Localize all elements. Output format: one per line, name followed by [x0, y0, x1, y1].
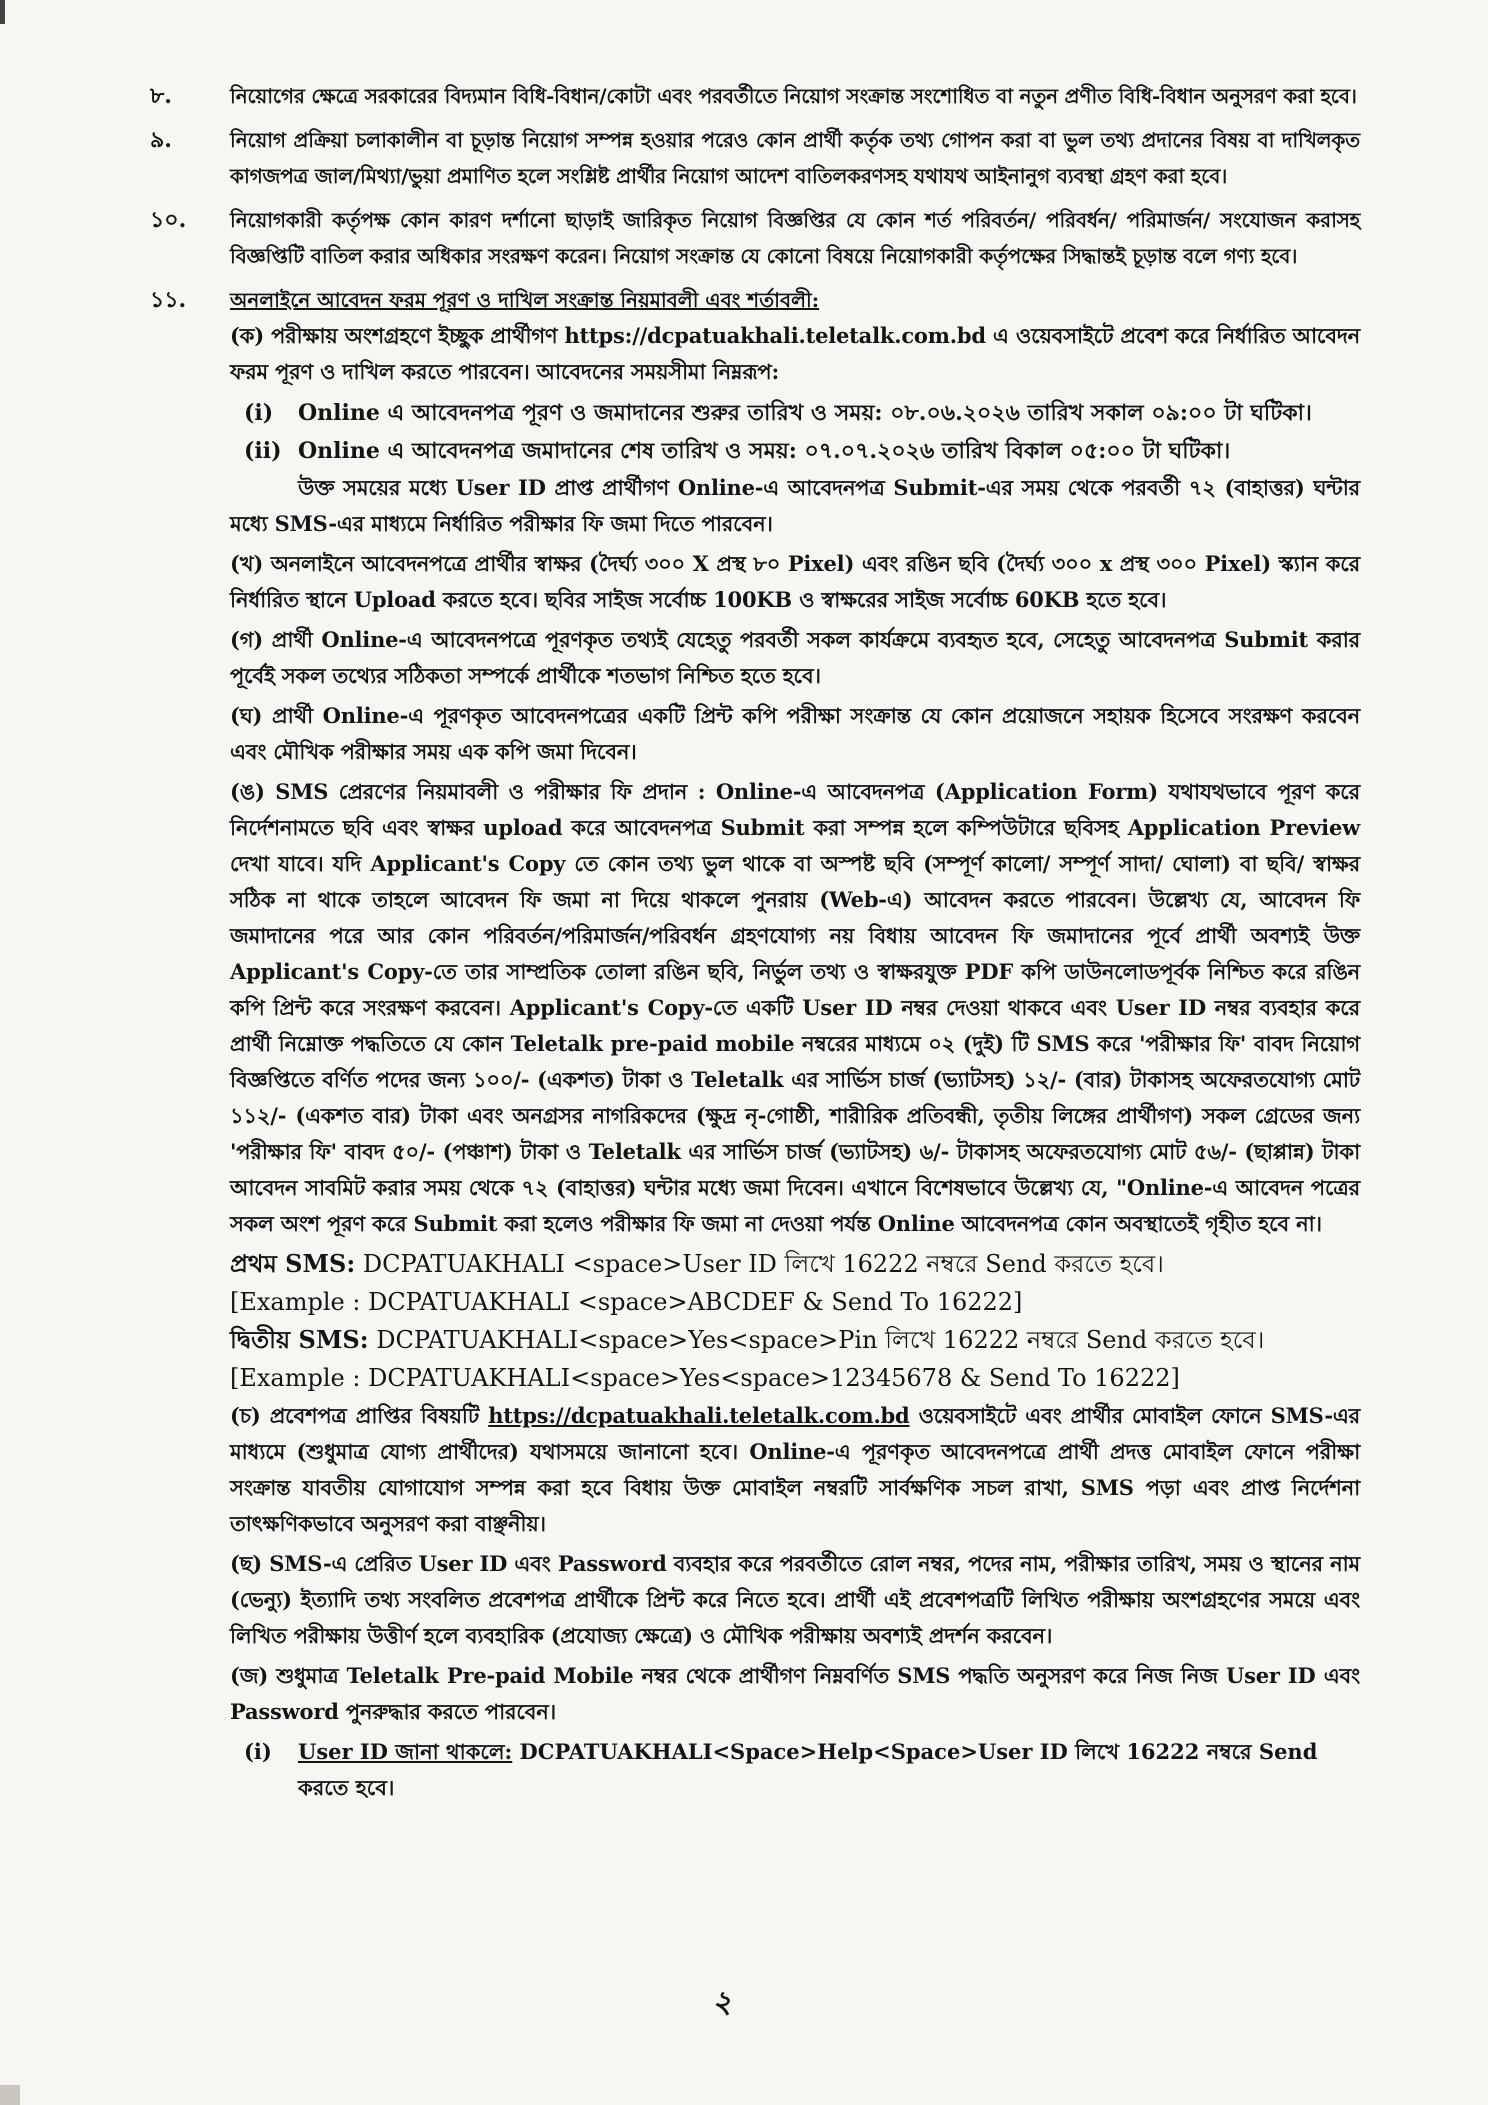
clause-text: নিয়োগ প্রক্রিয়া চলাকালীন বা চূড়ান্ত নিয়োগ সম্পন্ন হওয়ার পরেও কোন প্রার্থী কর্তৃক তথ্য গোপন করা বা ভুল তথ্য প্রদানের বিষয় বা দাখিলকৃত কাগজপত্র জাল/মিথ্যা/ভুয়া প্রমাণিত হলে সংশ্লিষ্ট প্রার্থীর নিয়োগ আদেশ বাতিলকরণসহ যথাযথ আইনানুগ ব্যবস্থা গ্রহণ করা হবে। [230, 128, 1360, 188]
clause-text: নিয়োগের ক্ষেত্রে সরকারের বিদ্যমান বিধি-বিধান/কোটা এবং পরবর্তীতে নিয়োগ সংক্রান্ত সংশোধিত বা নতুন প্রণীত বিধি-বিধান অনুসরণ করা হবে। [230, 84, 1357, 108]
date-end-text: Online এ আবেদনপত্র জমাদানের শেষ তারিখ ও সময়: ০৭.০৭.২০২৬ তারিখ বিকাল ০৫:০০ টা ঘটিকা। [298, 438, 1231, 464]
sms-second [230, 1322, 1360, 1358]
clause-number: ১০. [150, 207, 187, 233]
clause-10 [150, 202, 1360, 274]
sms-second-example: [Example : DCPATUAKHALI<space>Yes<space>12345678 & Send To 16222] [230, 1364, 1180, 1392]
sub-label: (ii) [244, 438, 282, 464]
date-end [230, 432, 1360, 470]
para-gha: (ঘ) প্রার্থী Online-এ পূরণকৃত আবেদনপত্রের একটি প্রিন্ট কপি পরীক্ষা সংক্রান্ত যে কোন প্রয়োজনে সহায়ক হিসেবে সংরক্ষণ করবেন এবং মৌখিক পরীক্ষার সময় এক কপি জমা দিবেন। [230, 703, 1360, 764]
recover-user-id-label: User ID জানা থাকলে: [298, 1739, 513, 1764]
sub-label: (i) [244, 1739, 272, 1764]
para-uma-title: (ঙ) SMS প্রেরণের নিয়মাবলী ও পরীক্ষার ফি প্রদান : [230, 779, 706, 804]
para-cha-a: (চ) প্রবেশপত্র প্রাপ্তির বিষয়টি [230, 1403, 489, 1428]
website-link[interactable]: https://dcpatuakhali.teletalk.com.bd [488, 1403, 910, 1428]
sms-second-label: দ্বিতীয় SMS: [230, 1325, 369, 1354]
clause-number: ১১. [150, 287, 187, 313]
para-ka: (ক) পরীক্ষায় অংশগ্রহণে ইচ্ছুক প্রার্থীগণ https://dcpatuakhali.teletalk.com.bd এ ওয়েবসাইটে প্রবেশ করে নির্ধারিত আবেদন ফরম পূরণ ও দাখিল করতে পারবেন। আবেদনের সময়সীমা নিম্নরূপ: [230, 323, 1360, 384]
clause-number: ৮. [150, 83, 172, 109]
para-cha [230, 1398, 1360, 1542]
fee-note [230, 470, 1360, 542]
clause-8 [150, 78, 1360, 114]
para-chha: (ছ) SMS-এ প্রেরিত User ID এবং Password ব্যবহার করে পরবর্তীতে রোল নম্বর, পদের নাম, পরীক্ষার তারিখ, সময় ও স্থানের নাম (ভেন্যু) ইত্যাদি তথ্য সংবলিত প্রবেশপত্র প্রার্থীকে প্রিন্ট করে নিতে হবে। প্রার্থী এই প্রবেশপত্রটি লিখিত পরীক্ষায় অংশগ্রহণের সময়ে এবং লিখিত পরীক্ষায় উত্তীর্ণ হলে ব্যবহারিক (প্রযোজ্য ক্ষেত্রে) ও মৌখিক পরীক্ষায় অবশ্যই প্রদর্শন করবেন। [230, 1551, 1360, 1648]
page-number-mark: ২ [712, 1985, 732, 2020]
para-uma-emphasis: বিশেষভাবে উল্লেখ্য যে, "Online-এ আবেদন পত্রের সকল অংশ পূরণ করে Submit করা হলেও পরীক্ষার ফি জমা না দেওয়া পর্যন্ত Online আবেদনপত্র কোন অবস্থাতেই গৃহীত হবে না। [230, 1175, 1360, 1236]
sms-first-text: DCPATUAKHALI <space>User ID লিখে 16222 নম্বরে Send করতে হবে। [355, 1250, 1164, 1278]
clause-text: নিয়োগকারী কর্তৃপক্ষ কোন কারণ দর্শানো ছাড়াই জারিকৃত নিয়োগ বিজ্ঞপ্তির যে কোন শর্ত পরিবর্তন/ পরিবর্ধন/ পরিমার্জন/ সংযোজন করাসহ বিজ্ঞপ্তিটি বাতিল করার অধিকার সংরক্ষণ করেন। নিয়োগ সংক্রান্ত যে কোনো বিষয়ে নিয়োগকারী কর্তৃপক্ষের সিদ্ধান্তই চূড়ান্ত বলে গণ্য হবে। [230, 208, 1360, 268]
para-ja: (জ) শুধুমাত্র Teletalk Pre-paid Mobile নম্বর থেকে প্রার্থীগণ নিম্নবর্ণিত SMS পদ্ধতি অনুসরণ করে নিজ নিজ User ID এবং Password পুনরুদ্ধার করতে পারবেন। [230, 1663, 1360, 1724]
fee-note-text: উক্ত সময়ের মধ্যে User ID প্রাপ্ত প্রার্থীগণ Online-এ আবেদনপত্র Submit-এর সময় থেকে পরবর্তী ৭২ (বাহাত্তর) ঘন্টার মধ্যে SMS-এর মাধ্যমে নির্ধারিত পরীক্ষার ফি জমা দিতে পারবেন। [230, 475, 1360, 536]
sms-first-example: [Example : DCPATUAKHALI <space>ABCDEF & Send To 16222] [230, 1288, 1023, 1316]
date-start-text: Online এ আবেদনপত্র পূরণ ও জমাদানের শুরুর তারিখ ও সময়: ০৮.০৬.২০২৬ তারিখ সকাল ০৯:০০ টা ঘটিকা। [298, 400, 1312, 426]
section-heading: অনলাইনে আবেদন ফরম পূরণ ও দাখিল সংক্রান্ত নিয়মাবলী এবং শর্তাবলী: [230, 288, 820, 312]
recover-user-id-text: DCPATUAKHALI<Space>Help<Space>User ID লিখে 16222 নম্বরে Send করতে হবে। [298, 1739, 1318, 1800]
sms-first-label: প্রথম SMS: [230, 1249, 356, 1278]
sub-label: (i) [244, 400, 274, 426]
date-start [230, 394, 1360, 432]
sms-first [230, 1246, 1360, 1282]
clause-9 [150, 122, 1360, 194]
para-uma-body: Online-এ আবেদনপত্র (Application Form) যথাযথভাবে পূরণ করে নির্দেশনামতে ছবি এবং স্বাক্ষর upload করে আবেদনপত্র Submit করা সম্পন্ন হলে কম্পিউটারে ছবিসহ Application Preview দেখা যাবে। যদি Applicant's Copy তে কোন তথ্য ভুল থাকে বা অস্পষ্ট ছবি (সম্পূর্ণ কালো/ সম্পূর্ণ সাদা/ ঘোলা) বা ছবি/ স্বাক্ষর সঠিক না থাকে তাহলে আবেদন ফি জমা না দিয়ে থাকলে পুনরায় (Web-এ) আবেদন করতে পারবেন। উল্লেখ্য যে, আবেদন ফি জমাদানের পরে আর কোন পরিবর্তন/পরিমার্জন/পরিবর্ধন গ্রহণযোগ্য নয় বিধায় আবেদন ফি জমাদানের পূর্বে প্রার্থী অবশ্যই উক্ত Applicant's Copy-তে তার সাম্প্রতিক তোলা রঙিন ছবি, নির্ভুল তথ্য ও স্বাক্ষরযুক্ত PDF কপি ডাউনলোডপূর্বক নিশ্চিত করে রঙিন কপি প্রিন্ট করে সংরক্ষণ করবেন। Applicant's Copy-তে একটি User ID নম্বর দেওয়া থাকবে এবং User ID নম্বর ব্যবহার করে প্রার্থী নিম্নোক্ত পদ্ধতিতে যে কোন Teletalk pre-paid mobile নম্বরের মাধ্যমে ০২ (দুই) টি SMS করে 'পরীক্ষার ফি' বাবদ নিয়োগ বিজ্ঞপ্তিতে বর্ণিত পদের জন্য ১০০/- (একশত) টাকা ও Teletalk এর সার্ভিস চার্জ (ভ্যাটসহ) ১২/- (বার) টাকাসহ অফেরতযোগ্য মোট ১১২/- (একশত বার) টাকা এবং অনগ্রসর নাগরিকদের (ক্ষুদ্র নৃ-গোষ্ঠী, শারীরিক প্রতিবন্ধী, তৃতীয় লিঙ্গের প্রার্থীগণ) সকল গ্রেডের জন্য 'পরীক্ষার ফি' বাবদ ৫০/- (পঞ্চাশ) টাকা ও Teletalk এর সার্ভিস চার্জ (ভ্যাটসহ) ৬/- টাকাসহ অফেরতযোগ্য মোট ৫৬/- (ছাপ্পান্ন) টাকা আবেদন সাবমিট করার সময় থেকে ৭২ (বাহাত্তর) ঘন্টার মধ্যে জমা দিবেন। এখানে [230, 779, 1360, 1200]
clause-number: ৯. [150, 127, 172, 153]
para-uma [230, 774, 1360, 1242]
recover-user-id [230, 1734, 1360, 1806]
para-ga: (গ) প্রার্থী Online-এ আবেদনপত্রে পূরণকৃত তথ্যই যেহেতু পরবর্তী সকল কার্যক্রমে ব্যবহৃত হবে, সেহেতু আবেদনপত্র Submit করার পূর্বেই সকল তথ্যের সঠিকতা সম্পর্কে প্রার্থীকে শতভাগ নিশ্চিত হতে হবে। [230, 627, 1360, 688]
para-kha: (খ) অনলাইনে আবেদনপত্রে প্রার্থীর স্বাক্ষর (দৈর্ঘ্য ৩০০ X প্রস্থ ৮০ Pixel) এবং রঙিন ছবি (দৈর্ঘ্য ৩০০ x প্রস্থ ৩০০ Pixel) স্ক্যান করে নির্ধারিত স্থানে Upload করতে হবে। ছবির সাইজ সর্বোচ্চ 100KB ও স্বাক্ষরের সাইজ সর্বোচ্চ 60KB হতে হবে। [230, 551, 1360, 612]
clause-11 [150, 282, 1360, 1806]
sms-second-text: DCPATUAKHALI<space>Yes<space>Pin লিখে 16222 নম্বরে Send করতে হবে। [368, 1326, 1265, 1354]
para-cha-b: ওয়েবসাইটে এবং প্রার্থীর মোবাইল ফোনে SMS-এর মাধ্যমে (শুধুমাত্র যোগ্য প্রার্থীদের) যথাসময়ে জানানো হবে। Online-এ পূরণকৃত আবেদনপত্রে প্রার্থী প্রদত্ত মোবাইল ফোনে পরীক্ষা সংক্রান্ত যাবতীয় যোগাযোগ সম্পন্ন করা হবে বিধায় উক্ত মোবাইল নম্বরটি সার্বক্ষণিক সচল রাখা, SMS পড়া এবং প্রাপ্ত নির্দেশনা তাৎক্ষণিকভাবে অনুসরণ করা বাঞ্ছনীয়। [230, 1403, 1360, 1536]
